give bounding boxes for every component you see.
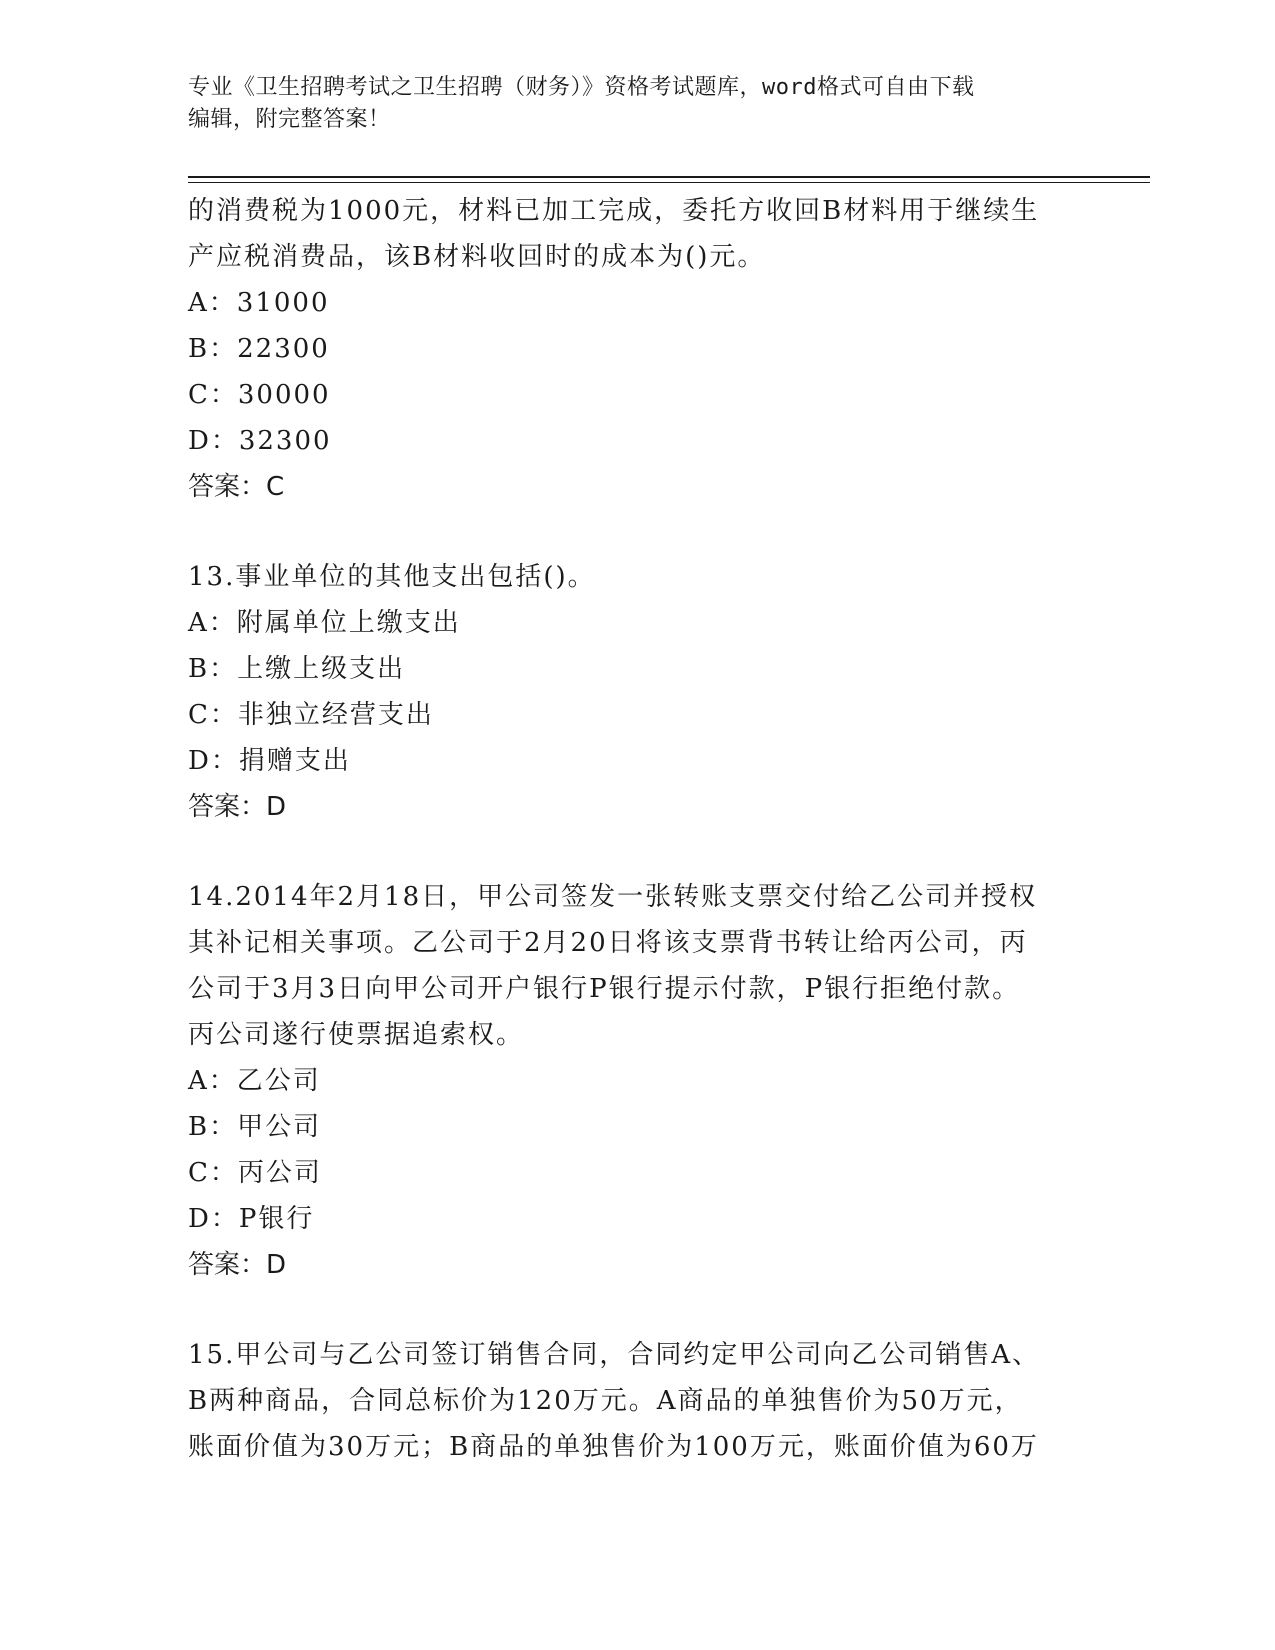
option-c: C：非独立经营支出: [188, 700, 434, 730]
option-a: A：乙公司: [188, 1066, 321, 1096]
question-text-line: 账面价值为30万元；B商品的单独售价为100万元，账面价值为60万: [188, 1432, 1039, 1462]
option-c: C：丙公司: [188, 1158, 322, 1188]
document-body: [188, 188, 1088, 1470]
option-a: A：31000: [188, 288, 330, 318]
question-text-line: 13.事业单位的其他支出包括()。: [188, 562, 596, 592]
document-header: [188, 72, 1088, 136]
question-text-line: 公司于3月3日向甲公司开户银行P银行提示付款，P银行拒绝付款。: [188, 974, 1021, 1004]
option-b: B：甲公司: [188, 1112, 322, 1142]
option-a: A：附属单位上缴支出: [188, 608, 461, 638]
header-rule-top: [188, 176, 1150, 178]
question-14: [188, 874, 1088, 1288]
option-b: B：上缴上级支出: [188, 654, 406, 684]
question-text-line: 15.甲公司与乙公司签订销售合同，合同约定甲公司向乙公司销售A、: [188, 1340, 1041, 1370]
header-rule-bottom: [188, 182, 1150, 183]
question-15: [188, 1332, 1088, 1470]
option-c: C：30000: [188, 380, 331, 410]
option-b: B：22300: [188, 334, 330, 364]
question-text-line: B两种商品，合同总标价为120万元。A商品的单独售价为50万元，: [188, 1386, 1023, 1416]
question-13: [188, 554, 1088, 830]
spacer: [188, 1288, 1088, 1332]
answer-label: 答案：D: [188, 792, 287, 822]
question-text-line: 丙公司遂行使票据追索权。: [188, 1020, 525, 1050]
question-text-line: 14.2014年2月18日，甲公司签发一张转账支票交付给乙公司并授权: [188, 882, 1038, 912]
header-line-2: 编辑，附完整答案！: [188, 107, 391, 132]
question-text-line: 的消费税为1000元，材料已加工完成，委托方收回B材料用于继续生: [188, 196, 1040, 226]
spacer: [188, 830, 1088, 874]
option-d: D：捐赠支出: [188, 746, 351, 776]
option-d: D：P银行: [188, 1204, 315, 1234]
spacer: [188, 510, 1088, 554]
question-12: [188, 188, 1088, 510]
header-line-1: 专业《卫生招聘考试之卫生招聘（财务）》资格考试题库，word格式可自由下载: [188, 75, 975, 100]
question-text-line: 产应税消费品，该B材料收回时的成本为()元。: [188, 242, 766, 272]
answer-label: 答案：D: [188, 1250, 287, 1280]
question-text-line: 其补记相关事项。乙公司于2月20日将该支票背书转让给丙公司，丙: [188, 928, 1028, 958]
option-d: D：32300: [188, 426, 332, 456]
answer-label: 答案：C: [188, 472, 285, 502]
